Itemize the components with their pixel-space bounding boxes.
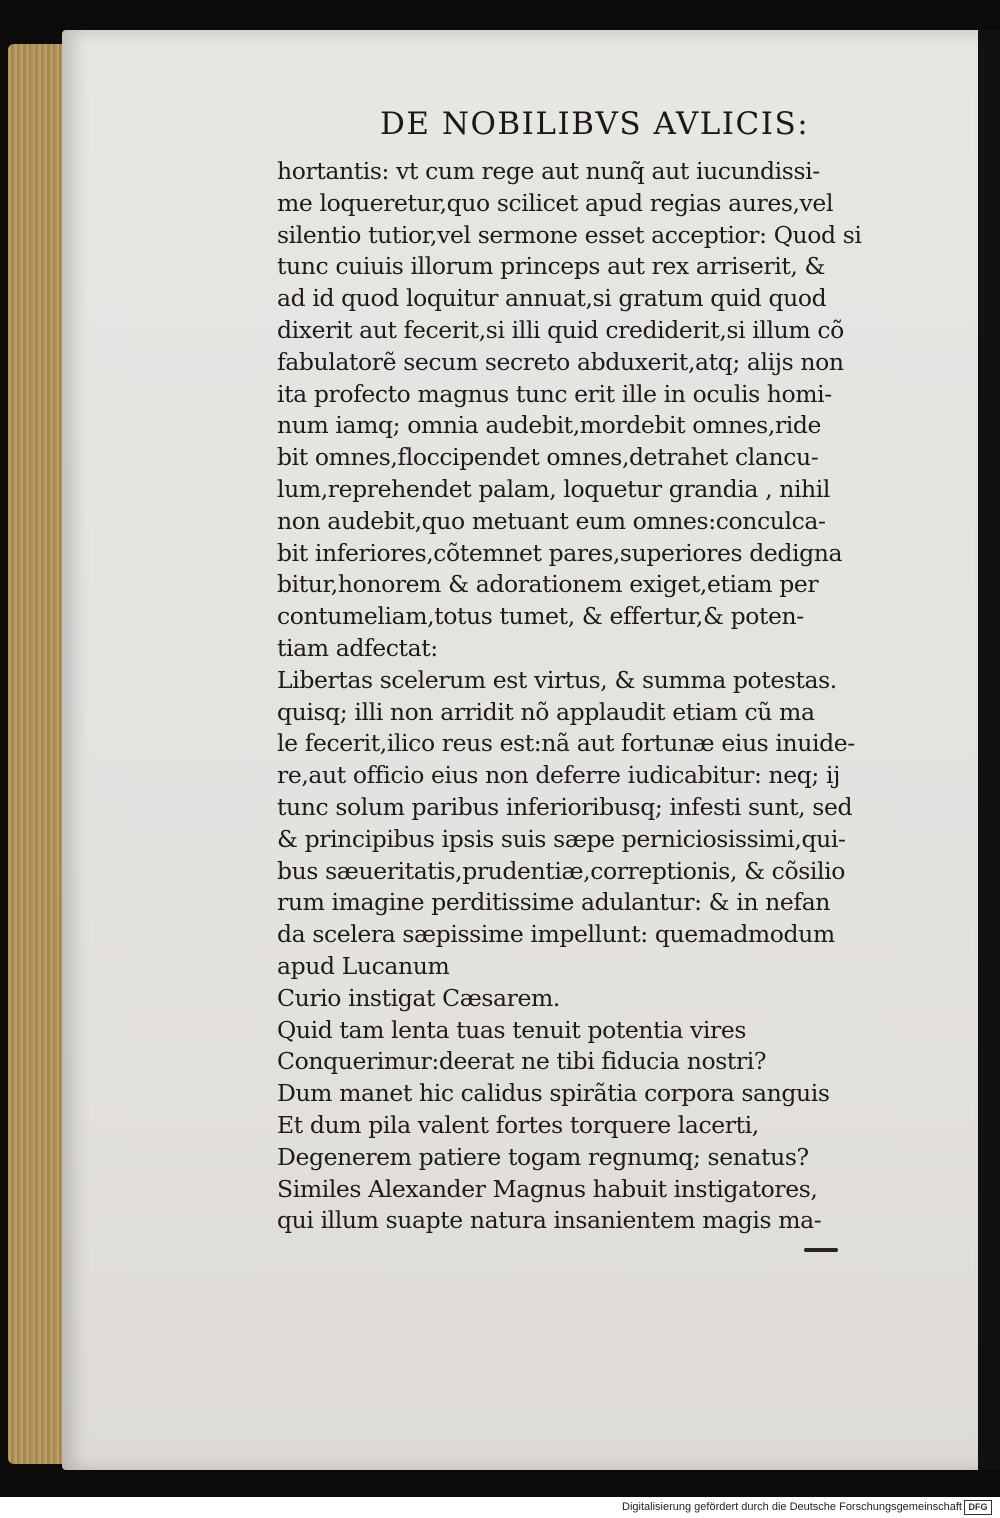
text-line: quisq; illi non arridit nõ applaudit etiam cũ ma bbox=[277, 697, 815, 726]
verse-line: Conquerimur:deerat ne tibi fiducia nostri? bbox=[277, 1047, 767, 1076]
text-line: Similes Alexander Magnus habuit instigatores, bbox=[277, 1174, 818, 1203]
text-line: da scelera sæpissime impellunt: quemadmodum bbox=[277, 920, 835, 949]
text-line: dixerit aut fecerit,si illi quid crediderit,si illum cõ bbox=[277, 315, 844, 344]
text-line: me loqueretur,quo scilicet apud regias aures,vel bbox=[277, 188, 834, 217]
page-gutter-shadow bbox=[978, 30, 1000, 1470]
text-line: tunc solum paribus inferioribusq; infesti sunt, sed bbox=[277, 792, 853, 821]
text-line: tunc cuiuis illorum princeps aut rex arriserit, & bbox=[277, 252, 826, 281]
text-line: bit omnes,floccipendet omnes,detrahet clancu- bbox=[277, 443, 819, 472]
text-line: & principibus ipsis suis sæpe perniciosissimi,qui- bbox=[277, 824, 846, 853]
text-line: ita profecto magnus tunc erit ille in oculis homi- bbox=[277, 379, 832, 408]
text-line: num iamq; omnia audebit,mordebit omnes,ride bbox=[277, 411, 821, 440]
text-line: le fecerit,ilico reus est:nã aut fortunæ eius inuide- bbox=[277, 729, 855, 758]
text-line: ad id quod loquitur annuat,si gratum quid quod bbox=[277, 284, 827, 313]
book-fore-edge bbox=[8, 44, 70, 1464]
text-line: bit inferiores,cõtemnet pares,superiores dedigna bbox=[277, 538, 843, 567]
verse-line: Et dum pila valent fortes torquere lacerti, bbox=[277, 1110, 759, 1139]
text-line: tiam adfectat: bbox=[277, 633, 438, 662]
text-line: silentio tutior,vel sermone esset acceptior: Quod si bbox=[277, 220, 862, 249]
verse-line: Quid tam lenta tuas tenuit potentia vires bbox=[277, 1015, 746, 1044]
catchword-mark bbox=[804, 1248, 838, 1252]
text-line: Libertas scelerum est virtus, & summa potestas. bbox=[277, 665, 837, 694]
text-line: apud Lucanum bbox=[277, 951, 450, 980]
text-line: qui illum suapte natura insanientem magis ma- bbox=[277, 1206, 822, 1235]
text-line: contumeliam,totus tumet, & effertur,& poten- bbox=[277, 602, 804, 631]
dfg-logo[interactable]: DFG bbox=[964, 1500, 992, 1515]
verse-line: Degenerem patiere togam regnumq; senatus? bbox=[277, 1142, 809, 1171]
text-line: re,aut officio eius non deferre iudicabitur: neq; ij bbox=[277, 761, 841, 790]
text-line: rum imagine perditissime adulantur: & in nefan bbox=[277, 888, 831, 917]
text-line: bitur,honorem & adorationem exiget,etiam per bbox=[277, 570, 819, 599]
running-head: DE NOBILIBVS AVLICIS: bbox=[380, 106, 810, 142]
text-line: fabulatorẽ secum secreto abduxerit,atq; alijs non bbox=[277, 347, 844, 376]
text-line: Curio instigat Cæsarem. bbox=[277, 983, 560, 1012]
text-line: non audebit,quo metuant eum omnes:conculca- bbox=[277, 506, 826, 535]
text-line: hortantis: vt cum rege aut nunq̃ aut iucundissi- bbox=[277, 157, 820, 185]
text-line: lum,reprehendet palam, loquetur grandia , nihil bbox=[277, 474, 831, 503]
body-text bbox=[277, 156, 927, 1237]
verse-line: Dum manet hic calidus spirãtia corpora sanguis bbox=[277, 1079, 830, 1108]
text-line: bus sæueritatis,prudentiæ,correptionis, & cõsilio bbox=[277, 856, 845, 885]
funding-credit: Digitalisierung gefördert durch die Deutsche Forschungsgemeinschaft bbox=[622, 1501, 962, 1513]
